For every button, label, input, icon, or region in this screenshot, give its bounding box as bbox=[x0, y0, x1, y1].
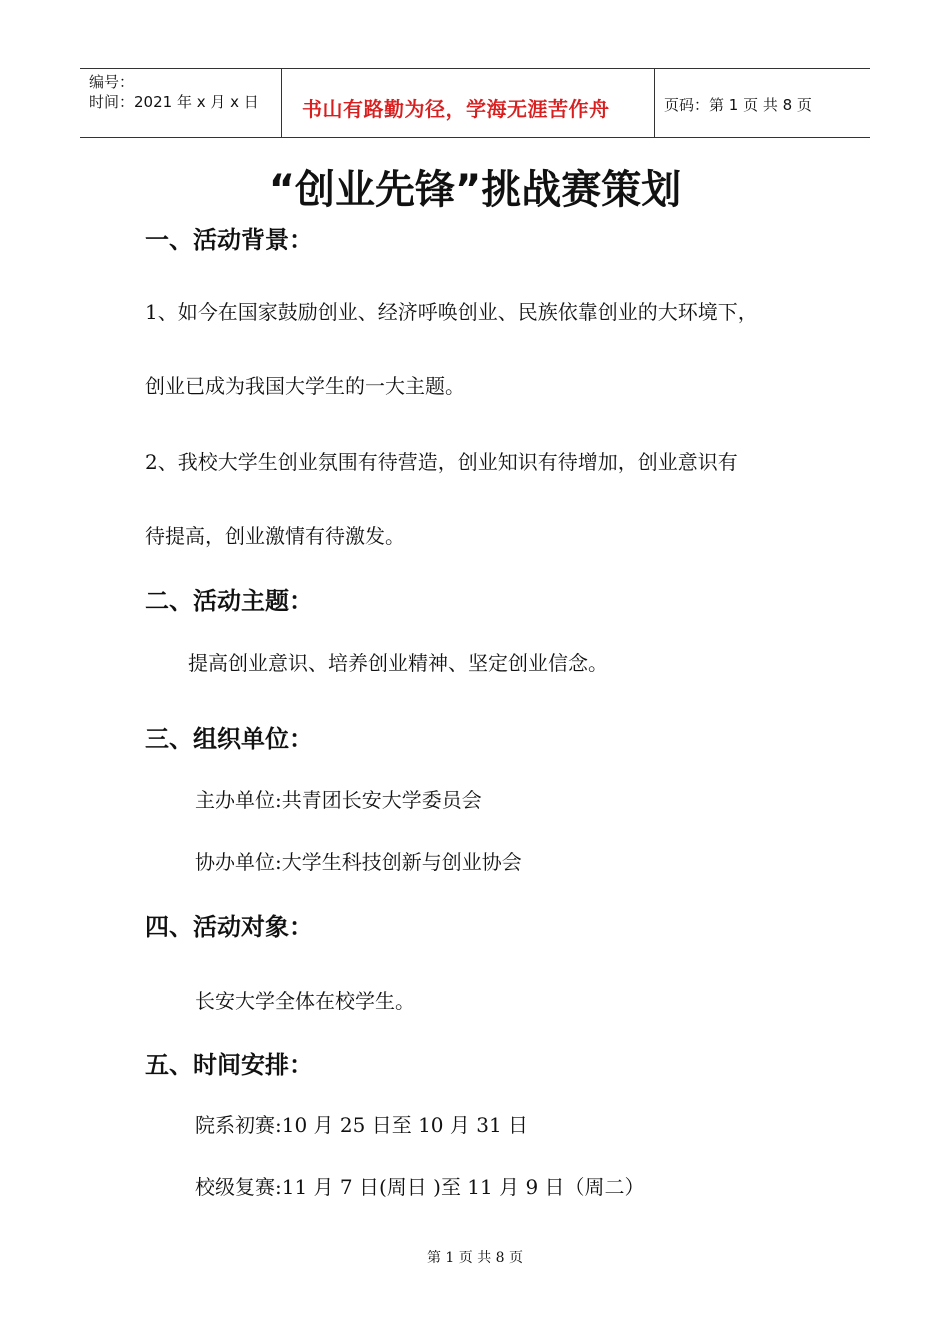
page-info: 页码：第 1 页 共 8 页 bbox=[664, 96, 812, 114]
audience-text: 长安大学全体在校学生。 bbox=[195, 989, 415, 1013]
header-meta-cell bbox=[80, 69, 282, 137]
motto-text: 书山有路勤为径，学海无涯苦作舟 bbox=[302, 97, 610, 121]
section-heading-audience: 四、活动对象： bbox=[145, 913, 313, 941]
header-motto-cell bbox=[282, 69, 655, 137]
document-title: “创业先锋”挑战赛策划 bbox=[268, 167, 682, 213]
schedule-semifinal: 校级复赛:11 月 7 日(周日 )至 11 月 9 日（周二） bbox=[195, 1175, 645, 1199]
section-heading-schedule: 五、时间安排： bbox=[145, 1051, 313, 1079]
theme-text: 提高创业意识、培养创业精神、坚定创业信念。 bbox=[188, 651, 608, 675]
serial-label: 编号： bbox=[89, 73, 135, 91]
co-organizer: 协办单位:大学生科技创新与创业协会 bbox=[195, 850, 522, 874]
document-header bbox=[80, 68, 870, 138]
host-organizer: 主办单位:共青团长安大学委员会 bbox=[195, 788, 482, 812]
page-footer: 第 1 页 共 8 页 bbox=[426, 1250, 524, 1266]
schedule-preliminary: 院系初赛:10 月 25 日至 10 月 31 日 bbox=[195, 1113, 529, 1137]
background-paragraph-2-line-2: 待提高，创业激情有待激发。 bbox=[145, 524, 405, 548]
section-heading-background: 一、活动背景： bbox=[145, 226, 313, 254]
header-page-cell bbox=[655, 69, 870, 137]
date-label: 时间：2021 年 x 月 x 日 bbox=[89, 93, 259, 111]
background-paragraph-2-line-1: 2、我校大学生创业氛围有待营造，创业知识有待增加，创业意识有 bbox=[145, 450, 738, 474]
background-paragraph-1-line-2: 创业已成为我国大学生的一大主题。 bbox=[145, 374, 465, 398]
section-heading-theme: 二、活动主题： bbox=[145, 587, 313, 615]
section-heading-organizers: 三、组织单位： bbox=[145, 725, 313, 753]
background-paragraph-1-line-1: 1、如今在国家鼓励创业、经济呼唤创业、民族依靠创业的大环境下， bbox=[145, 300, 758, 324]
